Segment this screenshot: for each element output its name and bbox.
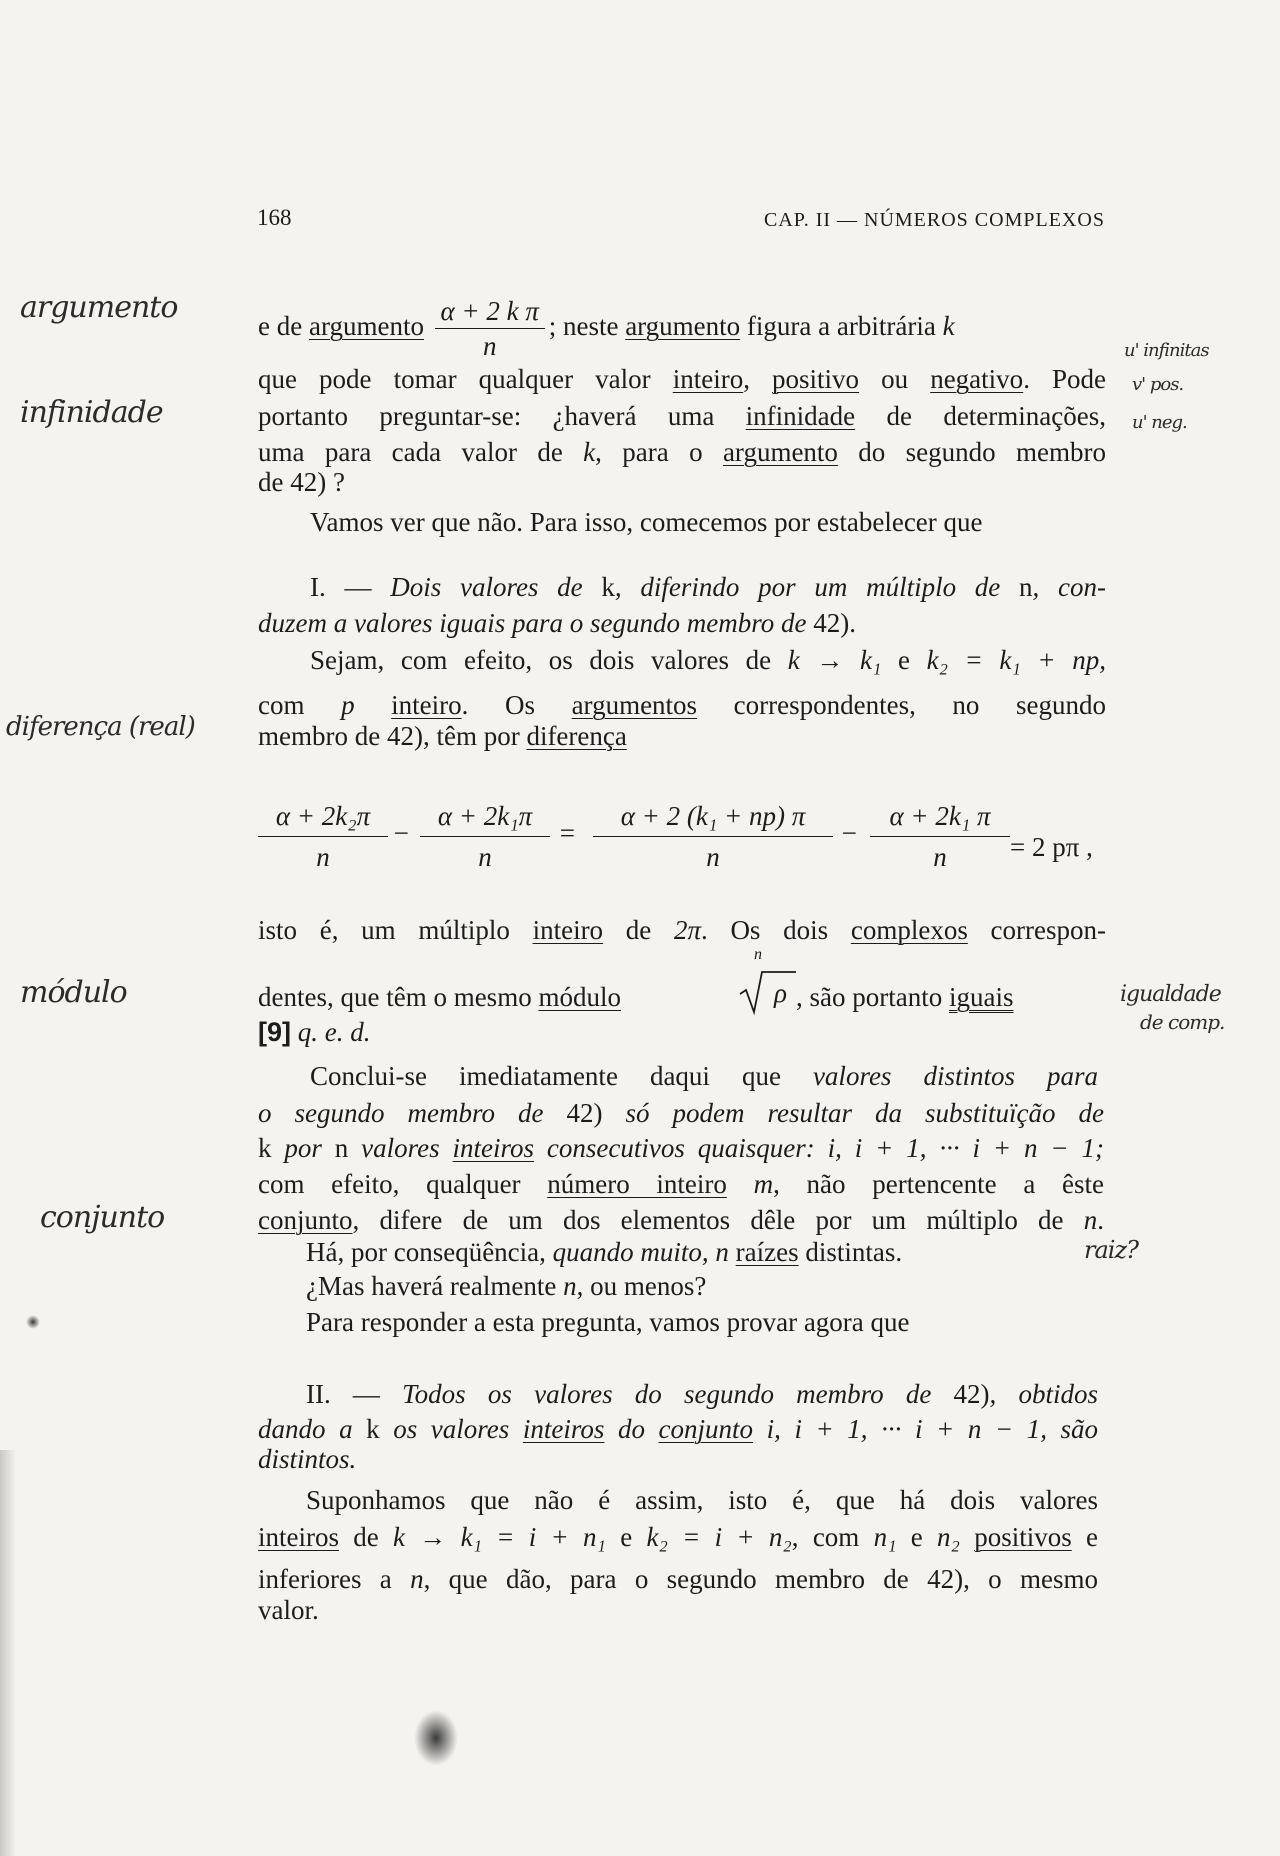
- text-line-ha: Há, por conseqüência, quando muito, n raízes distintas.: [306, 1237, 903, 1267]
- text-line-qed: [9] q. e. d.: [258, 1017, 371, 1047]
- equation-result: = 2 pπ ,: [1010, 832, 1093, 862]
- theorem-2-line-2: dando a k os valores inteiros do conjunto i, i + 1, ··· i + n − 1, são: [258, 1414, 1099, 1444]
- theorem-1-line-1: I. — Dois valores de k, diferindo por um múltiplo de n, con-: [310, 572, 1106, 602]
- margin-note-right-3: u' neg.: [1132, 412, 1187, 433]
- running-title: CAP. II — NÚMEROS COMPLEXOS: [764, 209, 1105, 231]
- margin-note-right-1: u' infinitas: [1124, 340, 1209, 361]
- text-line-sejam: Sejam, com efeito, os dois valores de k → k₁ e k₂ = k₁ + np,: [310, 645, 1107, 675]
- difference-equation: $\frac{\text{α + 2k₂π}}{n}$ − $\frac{\text{α + 2k₁π}}{n}$ = $\frac{\text{α + 2 (k₁ + np) π}}{n}$ − $\frac{\text{α + 2k₁ π}}{n}$ = 2 pπ ,: [258, 798, 1118, 878]
- margin-note-infinidade: infinidade: [20, 395, 163, 430]
- text-line-valor: valor.: [258, 1595, 319, 1625]
- text-line-6: Vamos ver que não. Para isso, comecemos por estabelecer que: [310, 507, 983, 537]
- margin-note-de-comp: de comp.: [1140, 1010, 1225, 1034]
- text-line-dentes: dentes, que têm o mesmo módulo: [258, 982, 621, 1012]
- margin-note-diferenca: diferença (real): [6, 712, 195, 742]
- ink-smudge: [414, 1710, 458, 1766]
- text-line-1: e de argumento $\frac{\text{α + 2 k π}}{n}$ ; neste argumento figura a arbitrária k: [258, 296, 955, 362]
- fraction-2: $\frac{\text{α + 2k₁π}}{n}$: [420, 798, 550, 875]
- margin-note-argumento: argumento: [20, 290, 178, 325]
- margin-note-conjunto: conjunto: [40, 1200, 165, 1235]
- fraction-1: $\frac{\text{α + 2k₂π}}{n}$: [258, 798, 388, 875]
- theorem-1-line-2: duzem a valores iguais para o segundo membro de 42).: [258, 608, 856, 638]
- text-line-inferiores: inferiores a n, que dão, para o segundo membro de 42), o mesmo: [258, 1564, 1098, 1594]
- ink-spot: [26, 1315, 40, 1329]
- text-line-5: de 42) ?: [258, 467, 345, 497]
- text-line-4: uma para cada valor de k, para o argumento do segundo membro: [258, 437, 1106, 467]
- page-number: 168: [257, 205, 292, 230]
- text-line-inteiros-de-k: inteiros de k → k₁ = i + n₁ e k₂ = i + n₂, com n₁ e n₂ positivos e: [258, 1522, 1098, 1552]
- fraction-4: $\frac{\text{α + 2k₁ π}}{n}$: [870, 798, 1010, 875]
- text-line-3: portanto preguntar-se: ¿haverá uma infinidade de determinações,: [258, 401, 1106, 431]
- text-line-2: que pode tomar qualquer valor inteiro, positivo ou negativo. Pode: [258, 364, 1107, 394]
- text-line-com-efeito: com efeito, qualquer número inteiro m, não pertencente a êste: [258, 1169, 1104, 1199]
- margin-note-modulo: módulo: [20, 975, 127, 1010]
- theorem-2-line-1: II. — Todos os valores do segundo membro de 42), obtidos: [306, 1379, 1099, 1409]
- margin-note-right-2: v' pos.: [1132, 374, 1184, 395]
- text-line-suponhamos: Suponhamos que não é assim, isto é, que há dois valores: [306, 1485, 1098, 1515]
- theorem-2-line-3: distintos.: [258, 1444, 357, 1474]
- text-line-segundo-membro: o segundo membro de 42) só podem resultar da substituïção de: [258, 1098, 1104, 1128]
- text-line-dentes-end: , são portanto iguais: [796, 982, 1014, 1012]
- fraction-3: $\frac{\text{α + 2 (k₁ + np) π}}{n}$: [593, 798, 833, 875]
- text-line-k-por-n: k por n valores inteiros consecutivos quaisquer: i, i + 1, ··· i + n − 1;: [258, 1133, 1104, 1163]
- scan-edge-shadow: [0, 1450, 16, 1856]
- fraction-argument: $\frac{\text{α + 2 k π}}{n}$: [435, 296, 545, 361]
- radical-sign: [738, 970, 796, 1016]
- margin-note-raiz: raiz?: [1084, 1236, 1138, 1264]
- sqrt-rho: n ρ: [738, 970, 796, 1016]
- text-line-mas: ¿Mas haverá realmente n, ou menos?: [306, 1271, 707, 1301]
- text-line-conjunto: conjunto, difere de um dos elementos dêle por um múltiplo de n.: [258, 1205, 1104, 1235]
- text-line-para-responder: Para responder a esta pregunta, vamos provar agora que: [306, 1307, 910, 1337]
- text-line-com-p: com p inteiro. Os argumentos correspondentes, no segundo: [258, 690, 1106, 720]
- text-line-isto-e: isto é, um múltiplo inteiro de 2π. Os dois complexos correspon-: [258, 915, 1106, 945]
- margin-note-igualdade: igualdade: [1120, 982, 1221, 1007]
- text-line-membro: membro de 42), têm por diferença: [258, 721, 627, 751]
- text-line-conclui: Conclui-se imediatamente daqui que valores distintos para: [310, 1061, 1098, 1091]
